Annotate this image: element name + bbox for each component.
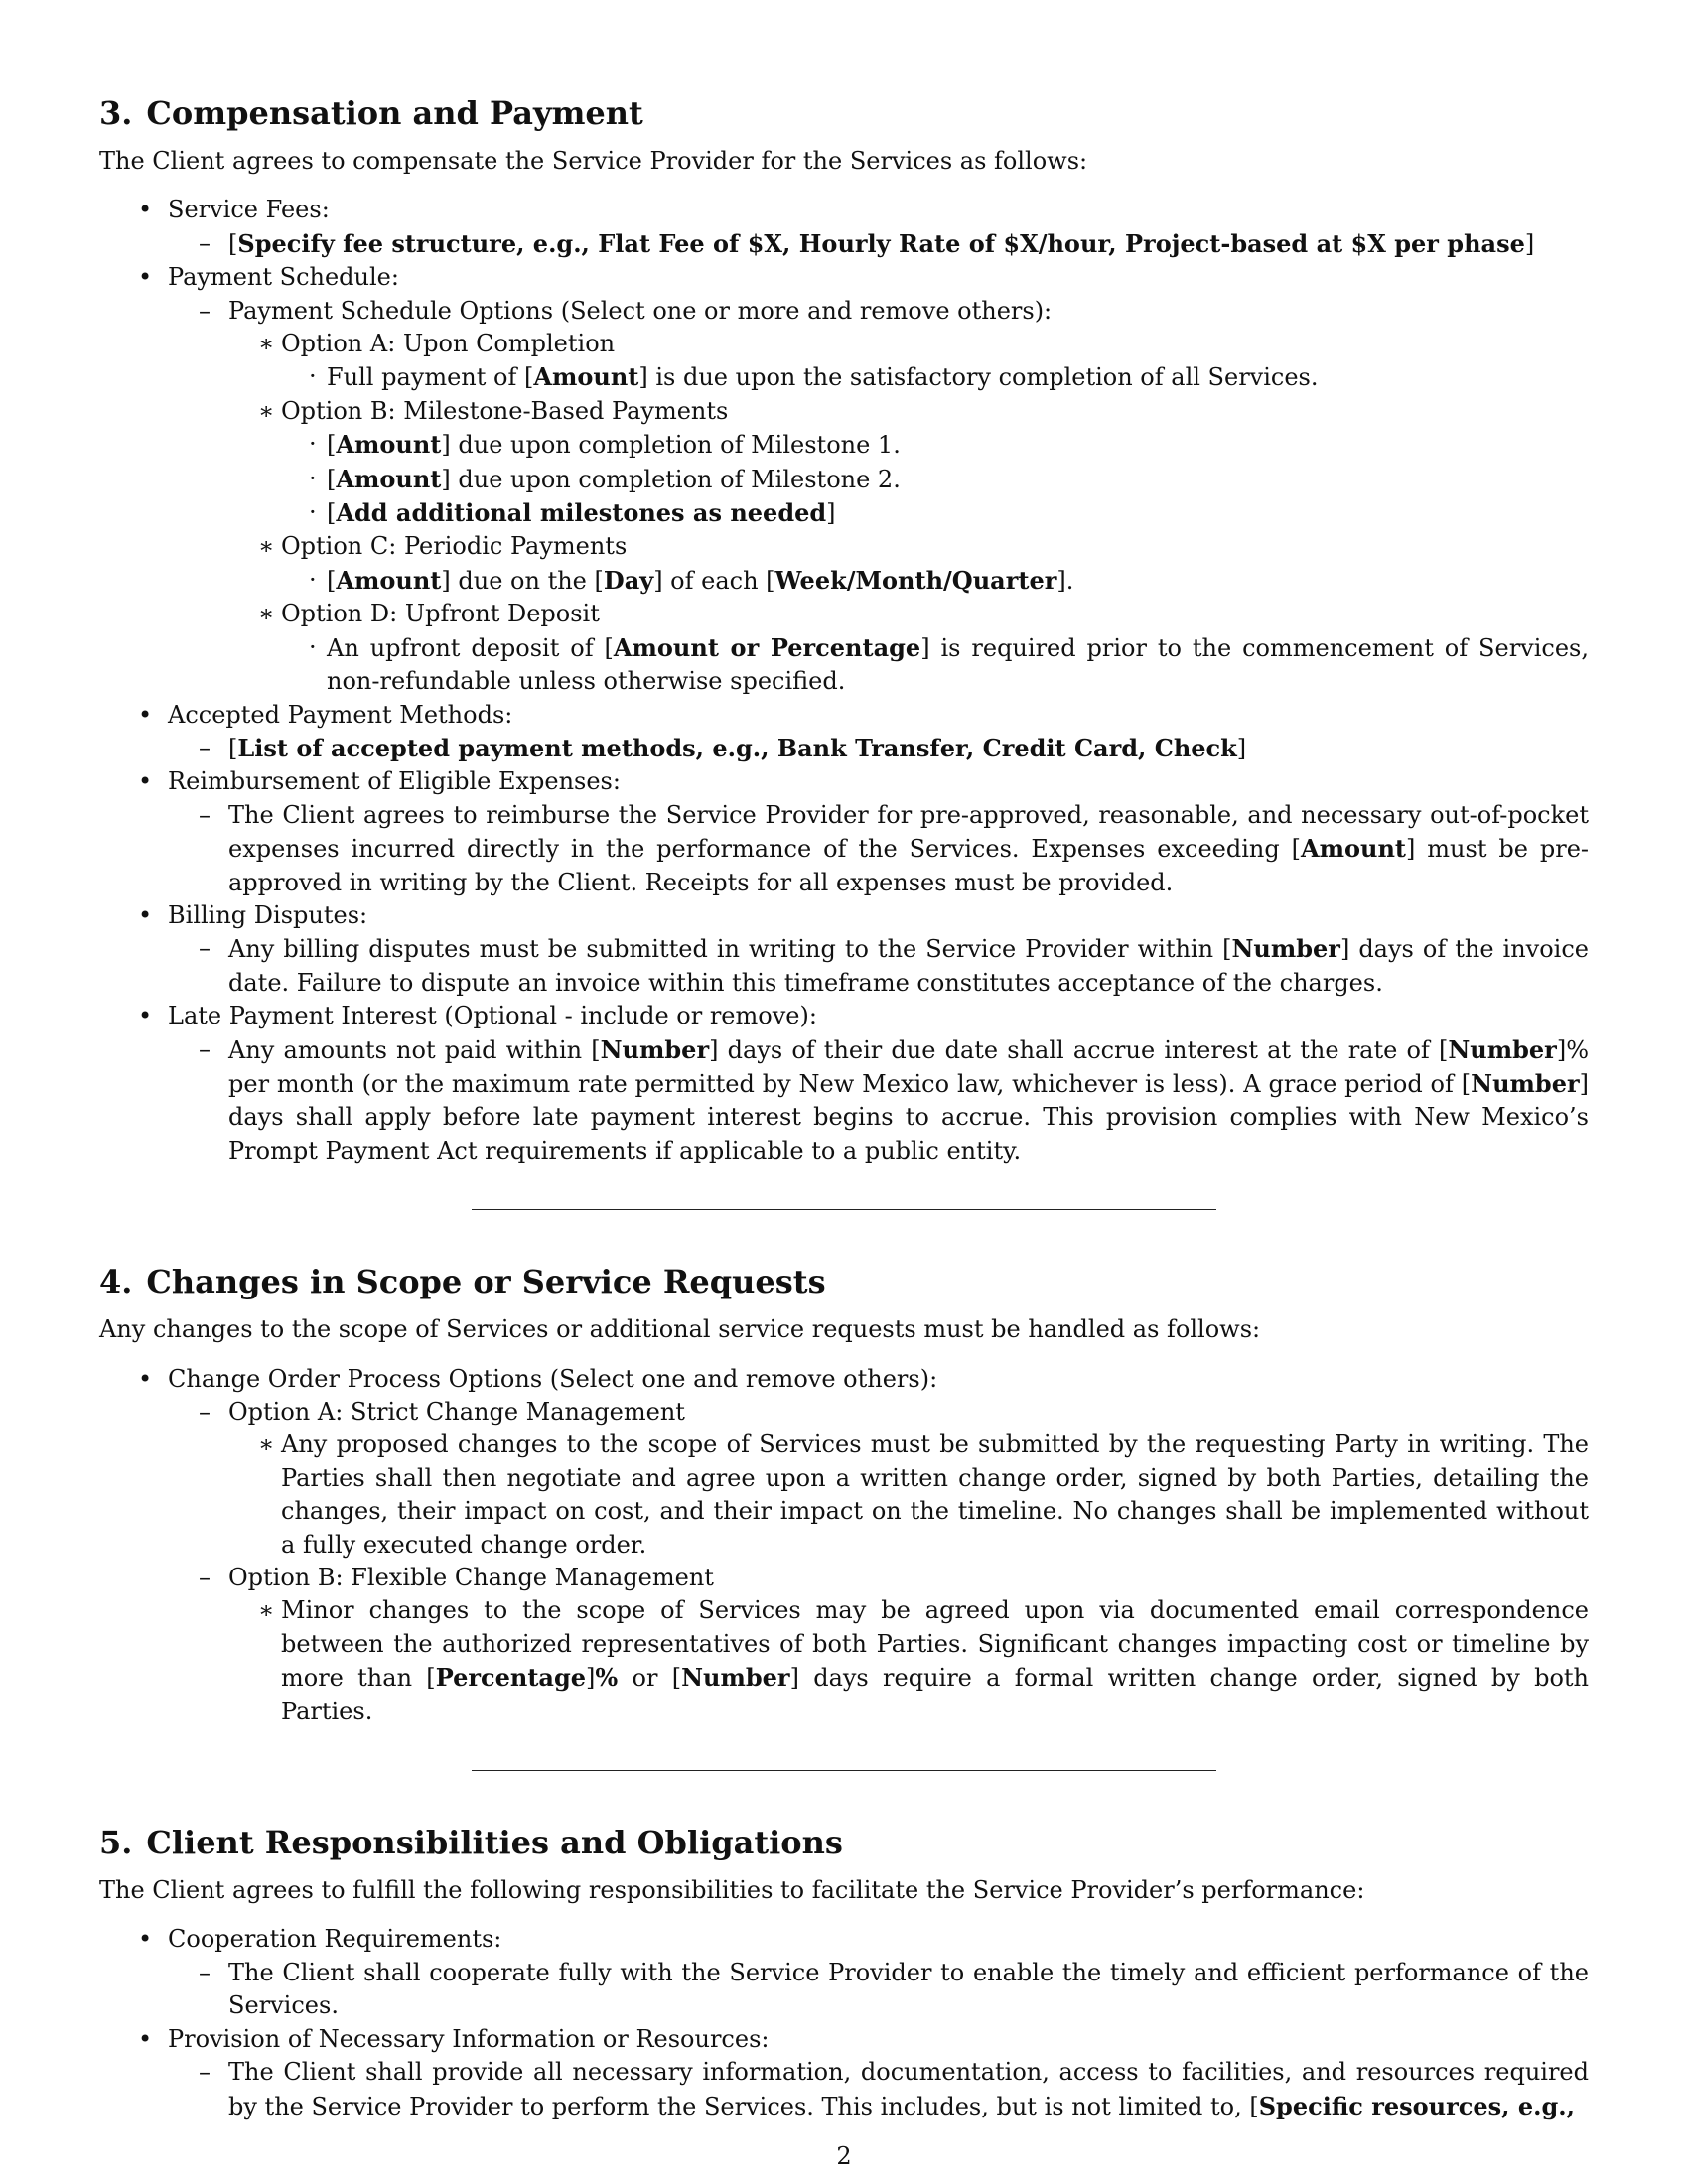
section-heading: 5. Client Responsibilities and Obligations	[99, 1824, 843, 1862]
list-item: – The Client agrees to reimburse the Service Provider for pre-approved, reasonable, and necessary out-of-pocket expenses incurred directly in the performance of the Services. Expenses exceeding [Amount] must be pre-approved in writing by the Client. Receipts for all expenses must be provided.	[199, 800, 1590, 896]
section-intro: Any changes to the scope of Services or additional service requests must be handled as follows:	[99, 1315, 1261, 1344]
list-item: – The Client shall provide all necessary information, documentation, access to facilities, and resources required by the Service Provider to perform the Services. This includes, but is not limited to, [Specific resources, e.g.,	[199, 2058, 1589, 2120]
list-item: · [Amount] due on the [Day] of each [Week/Month/Quarter].	[309, 565, 1074, 595]
list-item: ∗ Option B: Milestone-Based Payments · [Amount] due upon completion of Milestone 1. · [Amount] due upon completion of Milestone 2. · [Add additional milestones as needed]	[228, 395, 1589, 531]
list-item: • Payment Schedule: – Payment Schedule Options (Select one or more and remove others): ∗ Option A: Upon Completion · Full payment of [Amount] is due upon the satisfactory completion of all Services. ∗ Option B: Milestone-Based Payments · [Amount] due upon completion of Milestone 1. · [Amount] due upon completion of Milestone 2. · [Add additional milestones as needed] ∗ Option C: Periodic Payments · [Amount] due on the [Day] of each [Week/Month/Quarter]. ∗ Option D: Upfront Deposit · An upfront deposit of [Amount or Percentage] is required prior to the commencement of Services, non-refundable unless otherwise specified.	[99, 261, 1589, 698]
list-item: • Reimbursement of Eligible Expenses: – The Client agrees to reimburse the Service Provider for pre-approved, reasonable, and necessary out-of-pocket expenses incurred directly in the performance of the Services. Expenses exceeding [Amount] must be pre-approved in writing by the Client. Receipts for all expenses must be provided.	[99, 765, 1589, 899]
page-number: 2	[836, 2142, 852, 2170]
section-divider	[472, 1770, 1216, 1771]
list-item: · [Amount] due upon completion of Milestone 1.	[309, 430, 901, 460]
section-intro: The Client agrees to compensate the Service Provider for the Services as follows:	[99, 147, 1088, 175]
list-item: • Billing Disputes: – Any billing disputes must be submitted in writing to the Service Provider within [Number] days of the invoice date. Failure to dispute an invoice within this timeframe constitutes acceptance of the charges.	[99, 899, 1589, 1000]
change-order-list	[99, 1363, 1589, 1728]
list-item: • Change Order Process Options (Select one and remove others): – Option A: Strict Change Management ∗ Any proposed changes to the scope of Services must be submitted by the requesting Party in writing. The Parties shall then negotiate and agree upon a written change order, signed by both Parties, detailing the changes, their impact on cost, and their impact on the timeline. No changes shall be implemented without a fully executed change order. – Option B: Flexible Change Management ∗ Minor changes to the scope of Services may be agreed upon via documented email correspondence between the authorized representatives of both Parties. Significant changes impacting cost or timeline by more than [Percentage]% or [Number] days require a formal written change order, signed by both Parties.	[99, 1363, 1589, 1728]
list-item: – Option B: Flexible Change Management ∗ Minor changes to the scope of Services may be agreed upon via documented email correspondence between the authorized representatives of both Parties. Significant changes impacting cost or timeline by more than [Percentage]% or [Number] days require a formal written change order, signed by both Parties.	[168, 1562, 1589, 1728]
list-item: • Service Fees: – [Specify fee structure, e.g., Flat Fee of $X, Hourly Rate of $X/hour, Project-based at $X per phase]	[99, 194, 1589, 261]
section-heading: 3. Compensation and Payment	[99, 94, 643, 132]
list-item: – Option A: Strict Change Management ∗ Any proposed changes to the scope of Services must be submitted by the requesting Party in writing. The Parties shall then negotiate and agree upon a written change order, signed by both Parties, detailing the changes, their impact on cost, and their impact on the timeline. No changes shall be implemented without a fully executed change order.	[168, 1396, 1589, 1562]
list-item: • Provision of Necessary Information or Resources: – The Client shall provide all necessary information, documentation, access to facilities, and resources required by the Service Provider to perform the Services. This includes, but is not limited to, [Specific resources, e.g.,	[99, 2023, 1589, 2123]
list-item: • Late Payment Interest (Optional - include or remove): – Any amounts not paid within [Number] days of their due date shall accrue interest at the rate of [Number]% per month (or the maximum rate permitted by New Mexico law, whichever is less). A grace period of [Number] days shall apply before late payment interest begins to accrue. This provision complies with New Mexico’s Prompt Payment Act requirements if applicable to a public entity.	[99, 1000, 1589, 1167]
list-item: – Any billing disputes must be submitted in writing to the Service Provider within [Number] days of the invoice date. Failure to dispute an invoice within this timeframe constitutes acceptance of the charges.	[199, 934, 1590, 997]
section-3	[99, 91, 1589, 1167]
section-5	[99, 1821, 1589, 2123]
list-item: · An upfront deposit of [Amount or Percentage] is required prior to the commencement of Services, non-refundable unless otherwise specified.	[309, 632, 1589, 696]
list-item: · [Add additional milestones as needed]	[309, 498, 836, 528]
list-item: – Payment Schedule Options (Select one or more and remove others): ∗ Option A: Upon Completion · Full payment of [Amount] is due upon the satisfactory completion of all Services. ∗ Option B: Milestone-Based Payments · [Amount] due upon completion of Milestone 1. · [Amount] due upon completion of Milestone 2. · [Add additional milestones as needed] ∗ Option C: Periodic Payments · [Amount] due on the [Day] of each [Week/Month/Quarter]. ∗ Option D: Upfront Deposit · An upfront deposit of [Amount or Percentage] is required prior to the commencement of Services, non-refundable unless otherwise specified.	[168, 295, 1589, 699]
list-item: – Any amounts not paid within [Number] days of their due date shall accrue interest at the rate of [Number]% per month (or the maximum rate permitted by New Mexico law, whichever is less). A grace period of [Number] days shall apply before late payment interest begins to accrue. This provision complies with New Mexico’s Prompt Payment Act requirements if applicable to a public entity.	[199, 1034, 1589, 1164]
list-item: – [List of accepted payment methods, e.g., Bank Transfer, Credit Card, Check]	[199, 733, 1247, 762]
list-item: – The Client shall cooperate fully with the Service Provider to enable the timely and efficient performance of the Services.	[199, 1958, 1589, 2020]
list-item: · [Amount] due upon completion of Milestone 2.	[309, 464, 901, 493]
list-item: ∗ Minor changes to the scope of Services may be agreed upon via documented email correspondence between the authorized representatives of both Parties. Significant changes impacting cost or timeline by more than [Percentage]% or [Number] days require a formal written change order, signed by both Parties.	[258, 1596, 1590, 1725]
section-4	[99, 1260, 1589, 1728]
section-divider	[472, 1209, 1216, 1210]
section-intro: The Client agrees to fulfill the following responsibilities to facilitate the Service Provider’s performance:	[99, 1876, 1365, 1905]
list-item: ∗ Option C: Periodic Payments · [Amount] due on the [Day] of each [Week/Month/Quarter].	[228, 530, 1589, 598]
list-item: ∗ Option A: Upon Completion · Full payment of [Amount] is due upon the satisfactory completion of all Services.	[228, 328, 1589, 395]
section-heading: 4. Changes in Scope or Service Requests	[99, 1263, 826, 1301]
list-item: ∗ Option D: Upfront Deposit · An upfront deposit of [Amount or Percentage] is required prior to the commencement of Services, non-refundable unless otherwise specified.	[228, 598, 1589, 698]
list-item: · Full payment of [Amount] is due upon the satisfactory completion of all Services.	[309, 362, 1319, 392]
list-item: • Accepted Payment Methods: – [List of accepted payment methods, e.g., Bank Transfer, Credit Card, Check]	[99, 699, 1589, 766]
list-item: – [Specify fee structure, e.g., Flat Fee of $X, Hourly Rate of $X/hour, Project-based at $X per phase]	[199, 228, 1535, 258]
list-item: • Cooperation Requirements: – The Client shall cooperate fully with the Service Provider to enable the timely and efficient performance of the Services.	[99, 1923, 1589, 2022]
payment-terms-list	[99, 194, 1589, 1167]
list-item: ∗ Any proposed changes to the scope of Services must be submitted by the requesting Party in writing. The Parties shall then negotiate and agree upon a written change order, signed by both Parties, detailing the changes, their impact on cost, and their impact on the timeline. No changes shall be implemented without a fully executed change order.	[258, 1431, 1589, 1559]
document-page	[99, 91, 1589, 2123]
client-responsibilities-list	[99, 1923, 1589, 2122]
